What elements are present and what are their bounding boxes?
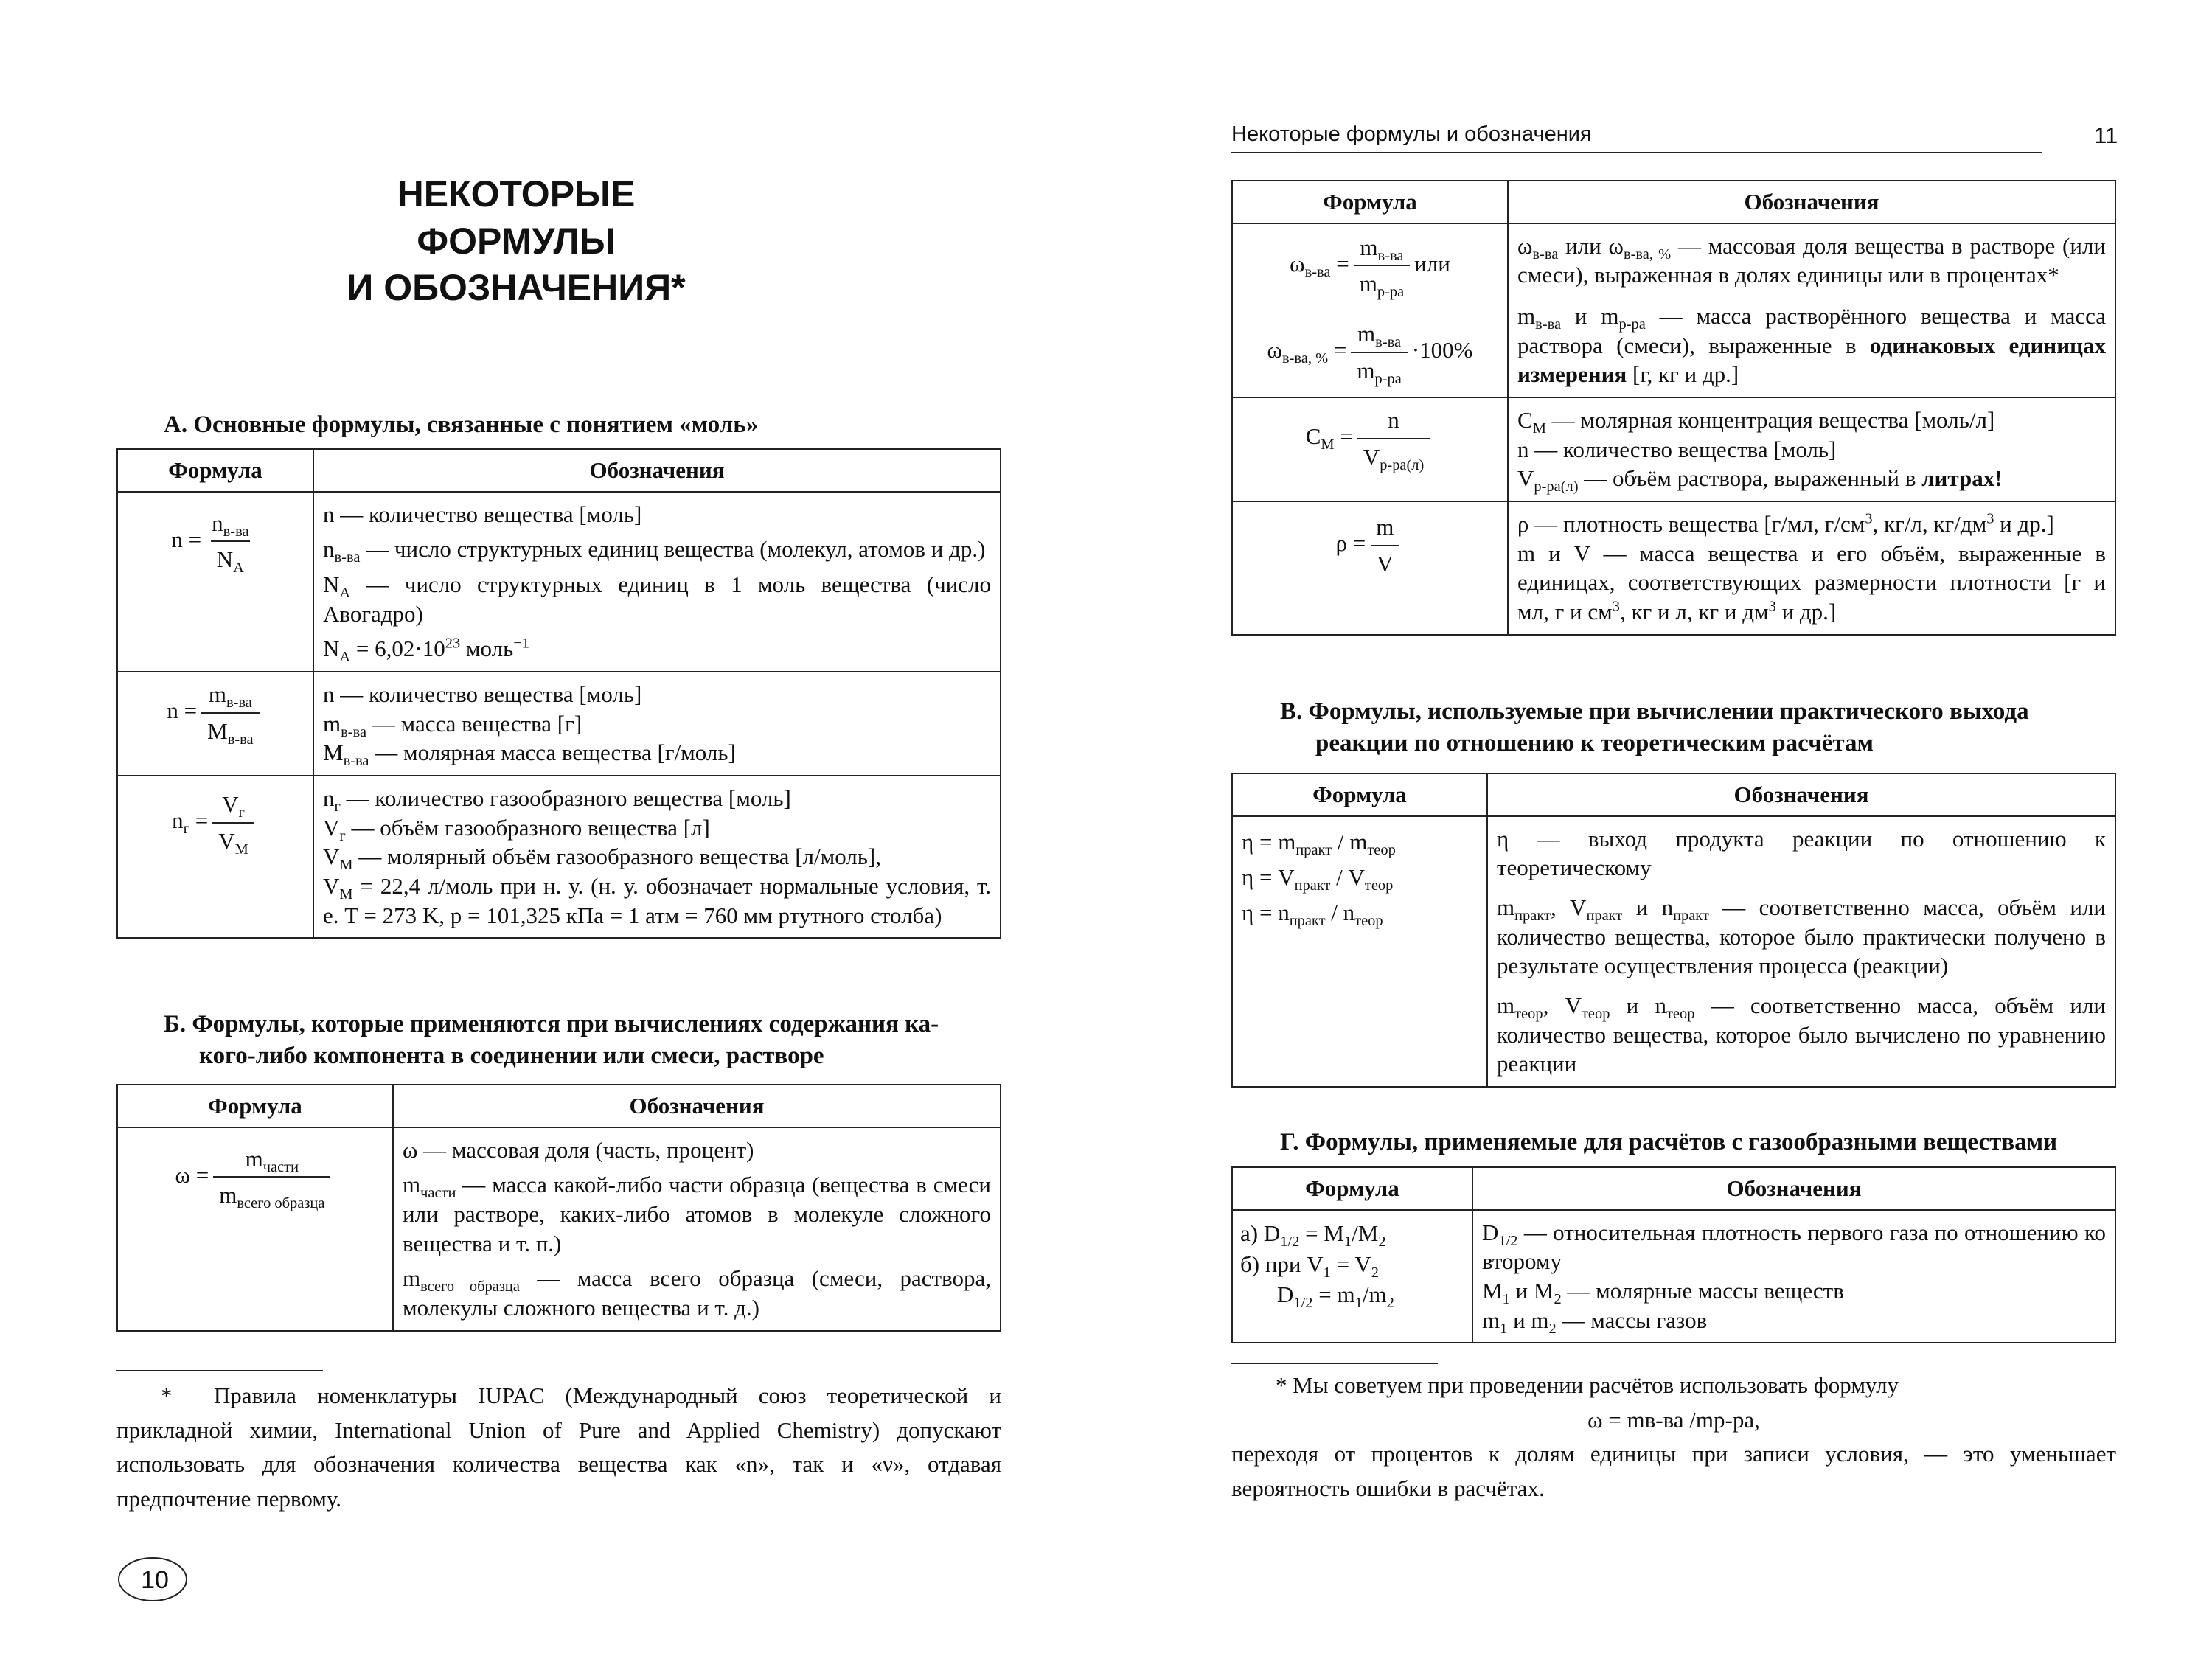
footnote bbox=[116, 1379, 1001, 1516]
column-header: Формула bbox=[1232, 1167, 1472, 1210]
table-row bbox=[117, 492, 1001, 672]
table-header-row bbox=[117, 449, 1001, 492]
notation-cell: n — количество вещества [моль] $n_{в-ва}$ — число структурных единиц вещества (молекул, атомов и др.) $N_A$ — число структурных единиц в 1 моль вещества (число Авогадро) $N_A = 6,02\cdot 10^{23}$ моль$^{-1}$ bbox=[313, 492, 1001, 672]
page-title: НЕКОТОРЫЕ ФОРМУЛЫ И ОБОЗНАЧЕНИЯ* bbox=[347, 173, 686, 308]
table-row bbox=[1232, 816, 2115, 1087]
table-header-row bbox=[117, 1085, 1001, 1127]
notation-cell: $\omega_{в-ва}$ или $\omega_{в-ва, \%}$ — массовая доля вещества в растворе (или смеси), выраженная в долях единицы или в процентах* $m_{в-ва}$ и $m_{р-ра}$ — масса растворённого вещества и масса раствора (смеси), выраженные в одинаковых единицах измерения [г, кг и др.] bbox=[1508, 223, 2115, 397]
notation-cell: n — количество вещества [моль] $m_{в-ва}$ — масса вещества [г] $M_{в-ва}$ — молярная масса вещества [г/моль] bbox=[313, 672, 1001, 776]
formula-cell: $C_M$ = $\frac{n}{V_{р-ра(л)}}$ bbox=[1232, 397, 1508, 501]
page-number-badge bbox=[116, 1556, 189, 1603]
table-row bbox=[1232, 501, 2115, 635]
notation-cell: ω — массовая доля (часть, процент) $m_{части}$ — масса какой-либо части образца (вещества в смеси или растворе, каких-либо атомов в молекуле сложного вещества и т. п.) $m_{всего образца}$ — масса всего образца (смеси, раствора, молекулы сложного вещества и т. д.) bbox=[393, 1127, 1001, 1331]
running-header: Некоторые формулы и обозначения bbox=[1231, 122, 1592, 146]
formula-cell: ρ = $\frac{m}{V}$ bbox=[1232, 501, 1508, 635]
section-b-heading: Б. Формулы, которые применяются при вычислениях содержания ка- кого-либо компонента в соединении или смеси, растворе bbox=[164, 1011, 939, 1069]
footnote: * Мы советуем при проведении расчётов использовать формулу ω = mв-ва /mр-ра, переходя от процентов к долям единицы при записи условия, — это уменьшает вероятность ошибки в расчётах. bbox=[1231, 1372, 2116, 1501]
table-row bbox=[1232, 223, 2115, 397]
formula-cell: n = $\frac{m_{в-ва}}{M_{в-ва}}$ bbox=[117, 672, 313, 776]
top-table bbox=[1231, 180, 2116, 636]
header-rule bbox=[1231, 152, 2042, 153]
formula-cell: а) $D_{1/2} = M_1/M_2$ б) при $V_1 = V_2$ $D_{1/2} = m_1/m_2$ bbox=[1232, 1210, 1472, 1343]
footnote-text: * Правила номенклатуры IUPAC (Международный союз теоретической и прикладной химии, International Union of Pure and Applied Chemistry) допускают использовать для обозначения количества вещества как «n», так и «ν», отдавая предпочтение первому. bbox=[116, 1382, 1001, 1512]
column-header: Формула bbox=[117, 1085, 393, 1127]
table-row bbox=[117, 1127, 1001, 1331]
notation-cell: η — выход продукта реакции по отношению к теоретическому $m_{практ}$, $V_{практ}$ и $n_{практ}$ — соответственно масса, объём или количество вещества, которое было практически получено в результате осуществления процесса (реакции) $m_{теор}$, $V_{теор}$ и $n_{теор}$ — соответственно масса, объём или количество вещества, которое было вычислено по уравнению реакции bbox=[1487, 816, 2115, 1087]
notation-cell: $n_г$ — количество газообразного вещества [моль] $V_г$ — объём газообразного вещества [л] $V_M$ — молярный объём газообразного вещества [л/моль], $V_M = 22,4$ л/моль при н. у. (н. у. обозначает нормальные условия, т. е. T = 273 K, p = 101,325 кПа = 1 атм = 760 мм ртутного столба) bbox=[313, 776, 1001, 938]
table-header-row bbox=[1232, 773, 2115, 816]
column-header: Обозначения bbox=[1472, 1167, 2115, 1210]
right-page bbox=[1106, 0, 2212, 1659]
section-v-table bbox=[1231, 773, 2116, 1088]
section-v-heading: В. Формулы, используемые при вычислении практического выхода реакции по отношению к теоретическим расчётам bbox=[1280, 698, 2029, 757]
section-b-table bbox=[116, 1084, 1001, 1332]
page-number: 11 bbox=[2094, 122, 2118, 148]
formula-cell: ω = $\frac{m_{части}}{m_{всего образца}}$ bbox=[117, 1127, 393, 1331]
page-number: 10 bbox=[141, 1566, 169, 1594]
table-row bbox=[1232, 1210, 2115, 1343]
footnote-formula: ω = mв-ва /mр-ра, bbox=[1587, 1406, 1760, 1433]
footnote-divider bbox=[1231, 1363, 1438, 1364]
column-header: Формула bbox=[117, 449, 313, 492]
table-row bbox=[117, 776, 1001, 938]
formula-cell: n = $\frac{n_{в-ва}}{N_A}$ bbox=[117, 492, 313, 672]
formula-cell: $n_г$ = $\frac{V_г}{V_M}$ bbox=[117, 776, 313, 938]
notation-cell: ρ — плотность вещества [г/мл, $г/см^3$, кг/л, $кг/дм^3$ и др.] m и V — масса вещества и его объём, выраженные в единицах, соответствующих размерности плотности [г и мл, г и $см^3$, кг и л, кг и $дм^3$ и др.] bbox=[1508, 501, 2115, 635]
column-header: Обозначения bbox=[393, 1085, 1001, 1127]
table-header-row bbox=[1232, 1167, 2115, 1210]
section-a-table bbox=[116, 448, 1001, 939]
column-header: Формула bbox=[1232, 773, 1487, 816]
notation-cell: $D_{1/2}$ — относительная плотность первого газа по отношению ко второму $M_1$ и $M_2$ — молярные массы веществ $m_1$ и $m_2$ — массы газов bbox=[1472, 1210, 2115, 1343]
column-header: Обозначения bbox=[313, 449, 1001, 492]
column-header: Формула bbox=[1232, 181, 1508, 223]
table-row bbox=[117, 672, 1001, 776]
table-row bbox=[1232, 397, 2115, 501]
column-header: Обозначения bbox=[1487, 773, 2115, 816]
section-g-heading: Г. Формулы, применяемые для расчётов с газообразными веществами bbox=[1280, 1129, 2058, 1155]
formula-cell: $\eta = m_{практ} / m_{теор}$ $\eta = V_{практ} / V_{теор}$ $\eta = n_{практ} / n_{теор}$ bbox=[1232, 816, 1487, 1087]
section-a-heading: А. Основные формулы, связанные с понятием «моль» bbox=[164, 411, 759, 438]
footnote-divider bbox=[116, 1370, 323, 1371]
table-header-row bbox=[1232, 181, 2115, 223]
column-header: Обозначения bbox=[1508, 181, 2115, 223]
section-g-table bbox=[1231, 1166, 2116, 1343]
notation-cell: $C_M$ — молярная концентрация вещества [моль/л] n — количество вещества [моль] $V_{р-ра(л)}$ — объём раствора, выраженный в литрах! bbox=[1508, 397, 2115, 501]
formula-cell: $\omega_{в-ва}$ = $\frac{m_{в-ва}}{m_{р-ра}}$ или $\omega_{в-ва, \%}$ = $\frac{m_{в-ва}}{m_{р-ра}}$ ·100% bbox=[1232, 223, 1508, 397]
